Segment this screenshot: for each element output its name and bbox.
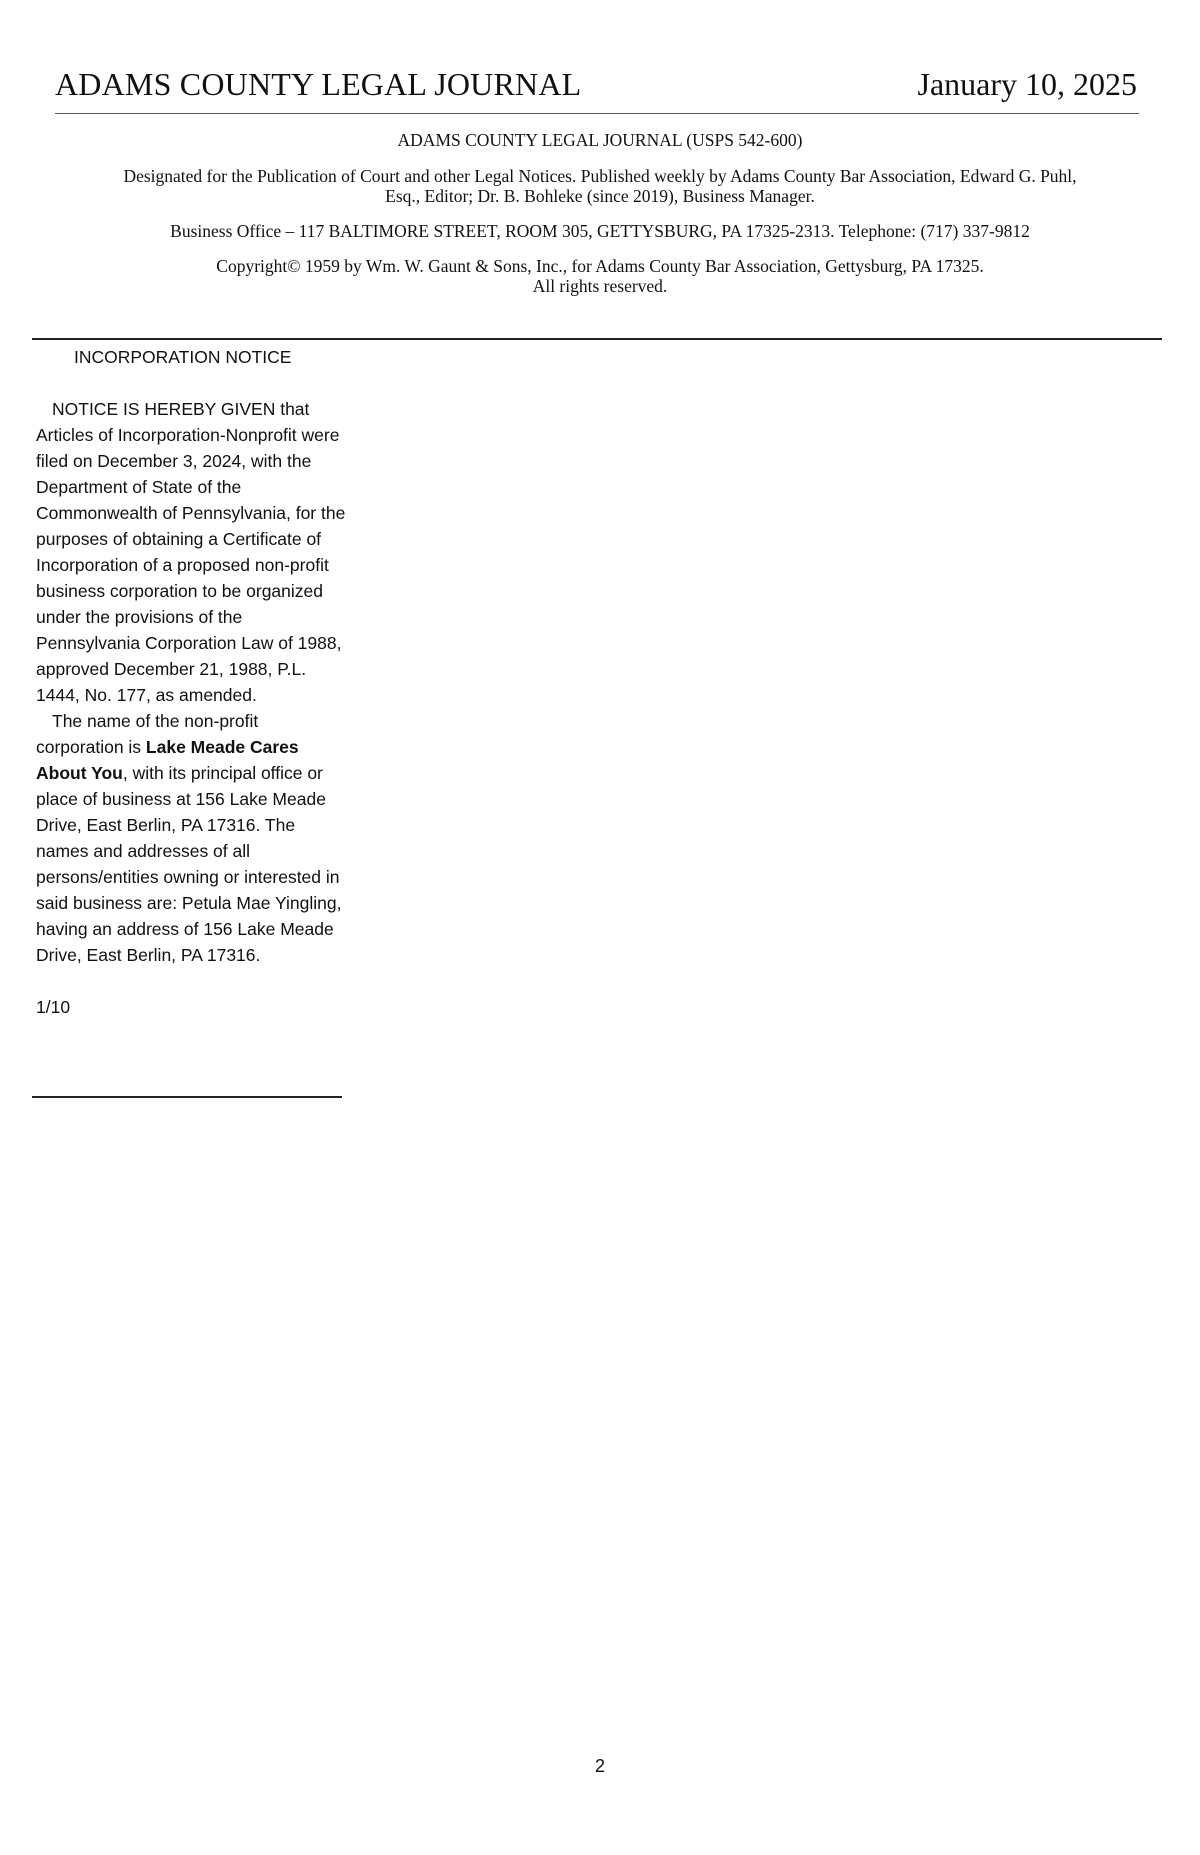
- copyright-statement: [110, 256, 1090, 296]
- notice-paragraph: NOTICE IS HEREBY GIVEN that Articles of Incorporation-Nonprofit were filed on December 3, 2024, with the Department of State of the Commonwealth of Pennsylvania, for the purposes of obtaining a Certificate of Incorporation of a proposed non-profit business corporation to be organized under the provisions of the Pennsylvania Corporation Law of 1988, approved December 21, 1988, P.L. 1444, No. 177, as amended.: [36, 399, 346, 705]
- paragraph-lead-text: The name of the non-profit corporation is: [36, 711, 259, 757]
- running-head: [55, 66, 1137, 110]
- journal-name: ADAMS COUNTY LEGAL JOURNAL: [55, 66, 582, 102]
- usps-line: ADAMS COUNTY LEGAL JOURNAL (USPS 542-600): [397, 130, 803, 150]
- publication-date: 1/10: [36, 997, 71, 1017]
- notice-heading: INCORPORATION NOTICE: [74, 347, 292, 367]
- business-office-line: Business Office – 117 BALTIMORE STREET, ROOM 305, GETTYSBURG, PA 17325-2313. Telephone: (717) 337-9812: [170, 221, 1030, 241]
- incorporation-notice: [36, 340, 346, 1020]
- issue-date: January 10, 2025: [917, 66, 1137, 102]
- corporation-name: Lake Meade Cares About You: [36, 737, 299, 783]
- copyright-line: Copyright© 1959 by Wm. W. Gaunt & Sons, Inc., for Adams County Bar Association, Gettysburg, PA 17325.: [216, 256, 984, 276]
- notice-paragraph: [36, 708, 346, 968]
- paragraph-rest-text: , with its principal office or place of business at 156 Lake Meade Drive, East Berlin, PA 17316. The names and addresses of all persons/entities owning or interested in said business are: Petula Mae Yingling, having an address of 156 Lake Meade Drive, East Berlin, PA 17316.: [36, 763, 342, 965]
- page-number: 2: [594, 1756, 605, 1776]
- rights-line: All rights reserved.: [532, 276, 668, 296]
- header-divider: [55, 113, 1139, 114]
- notice-body: [36, 396, 346, 968]
- masthead: [110, 130, 1090, 311]
- designation-statement: Designated for the Publication of Court and other Legal Notices. Published weekly by Adams County Bar Association, Edward G. Puhl, Esq., Editor; Dr. B. Bohleke (since 2019), Business Manager.: [123, 166, 1077, 206]
- notice-end-divider: [32, 1096, 342, 1098]
